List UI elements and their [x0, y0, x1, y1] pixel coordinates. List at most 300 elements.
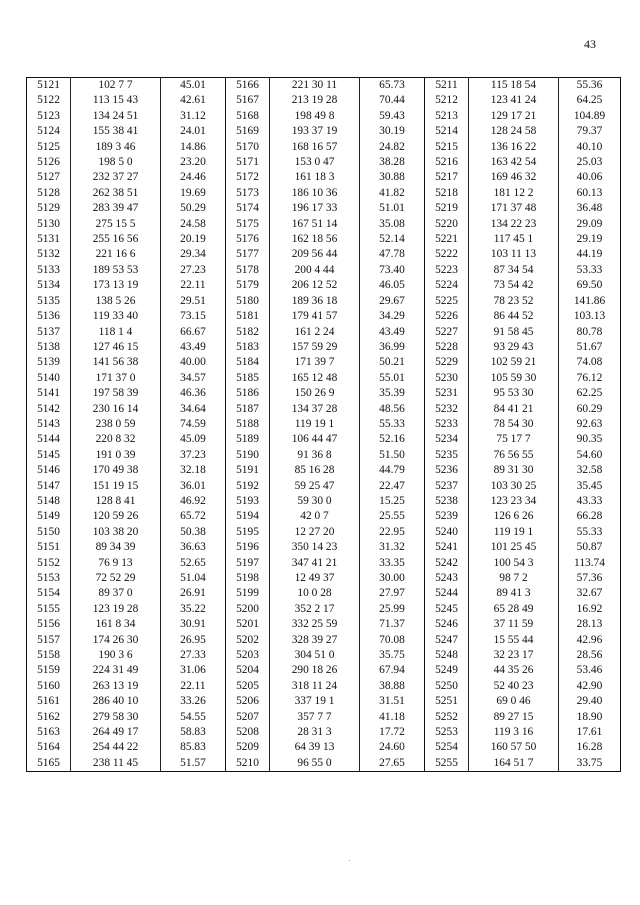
point-id-cell: 5223: [425, 263, 469, 278]
angle-cell: 262 38 51: [71, 186, 161, 201]
angle-cell: 170 49 38: [71, 463, 161, 478]
point-id-cell: 5242: [425, 556, 469, 571]
point-id-cell: 5172: [226, 170, 270, 185]
point-id-cell: 5215: [425, 140, 469, 155]
angle-cell: 85 16 28: [270, 463, 360, 478]
angle-cell: 65 28 49: [469, 602, 559, 617]
angle-cell: 37 11 59: [469, 617, 559, 632]
point-id-cell: 5171: [226, 155, 270, 170]
distance-cell: 43.33: [576, 494, 603, 507]
distance-cell: 31.51: [360, 694, 425, 709]
table-row: [27, 124, 621, 139]
distance-cell: 58.83: [161, 725, 226, 740]
distance-cell: 36.01: [161, 479, 226, 494]
point-id-cell: 5147: [27, 479, 71, 494]
point-id-cell: 5130: [27, 217, 71, 232]
distance-cell: 65.73: [360, 78, 425, 94]
point-id-cell: 5126: [27, 155, 71, 170]
point-id-cell: 5179: [226, 278, 270, 293]
point-id-cell: 5143: [27, 417, 71, 432]
distance-cell: 32.67: [576, 587, 603, 600]
distance-cell: 44.19: [576, 248, 603, 261]
angle-cell: 189 36 18: [270, 294, 360, 309]
scan-speck: [349, 860, 350, 861]
table-row: [27, 617, 621, 632]
angle-cell: 161 8 34: [71, 617, 161, 632]
distance-cell: 37.23: [161, 448, 226, 463]
angle-cell: 95 53 30: [469, 386, 559, 401]
angle-cell: 169 46 32: [469, 170, 559, 185]
table-row: [27, 170, 621, 185]
angle-cell: 44 35 26: [469, 663, 559, 678]
angle-cell: 328 39 27: [270, 633, 360, 648]
distance-cell: 16.92: [576, 602, 603, 615]
angle-cell: 221 30 11: [270, 78, 360, 94]
point-id-cell: 5137: [27, 325, 71, 340]
distance-cell: 80.78: [576, 325, 603, 338]
point-id-cell: 5138: [27, 340, 71, 355]
point-id-cell: 5164: [27, 740, 71, 755]
angle-cell: 115 18 54: [469, 78, 559, 94]
distance-cell: 24.01: [161, 124, 226, 139]
angle-cell: 87 34 54: [469, 263, 559, 278]
point-id-cell: 5220: [425, 217, 469, 232]
point-id-cell: 5124: [27, 124, 71, 139]
angle-cell: 190 3 6: [71, 648, 161, 663]
point-id-cell: 5236: [425, 463, 469, 478]
table-row: [27, 309, 621, 324]
angle-cell: 197 58 39: [71, 386, 161, 401]
angle-cell: 286 40 10: [71, 694, 161, 709]
point-id-cell: 5135: [27, 294, 71, 309]
angle-cell: 78 54 30: [469, 417, 559, 432]
point-id-cell: 5254: [425, 740, 469, 755]
distance-cell: 73.40: [360, 263, 425, 278]
distance-cell: 27.97: [360, 586, 425, 601]
angle-cell: 232 37 27: [71, 170, 161, 185]
distance-cell: 22.11: [161, 278, 226, 293]
angle-cell: 12 49 37: [270, 571, 360, 586]
point-id-cell: 5158: [27, 648, 71, 663]
point-id-cell: 5195: [226, 525, 270, 540]
angle-cell: 119 3 16: [469, 725, 559, 740]
angle-cell: 64 39 13: [270, 740, 360, 755]
point-id-cell: 5244: [425, 586, 469, 601]
point-id-cell: 5154: [27, 586, 71, 601]
table-row: [27, 325, 621, 340]
angle-cell: 153 0 47: [270, 155, 360, 170]
point-id-cell: 5188: [226, 417, 270, 432]
angle-cell: 128 8 41: [71, 494, 161, 509]
distance-cell: 48.56: [360, 402, 425, 417]
angle-cell: 123 23 34: [469, 494, 559, 509]
angle-cell: 76 9 13: [71, 556, 161, 571]
angle-cell: 91 36 8: [270, 448, 360, 463]
distance-cell: 46.36: [161, 386, 226, 401]
distance-cell: 44.79: [360, 463, 425, 478]
angle-cell: 134 22 23: [469, 217, 559, 232]
distance-cell: 55.36: [576, 79, 603, 91]
distance-cell: 17.72: [360, 725, 425, 740]
angle-cell: 101 25 45: [469, 540, 559, 555]
angle-cell: 171 37 48: [469, 201, 559, 216]
distance-cell: 25.03: [576, 156, 603, 169]
point-id-cell: 5157: [27, 633, 71, 648]
angle-cell: 42 0 7: [270, 509, 360, 524]
distance-cell: 31.12: [161, 109, 226, 124]
angle-cell: 164 51 7: [469, 756, 559, 772]
table-row: [27, 232, 621, 247]
distance-cell: 30.88: [360, 170, 425, 185]
point-id-cell: 5183: [226, 340, 270, 355]
table-row: [27, 448, 621, 463]
angle-cell: 73 54 42: [469, 278, 559, 293]
angle-cell: 89 27 15: [469, 710, 559, 725]
distance-cell: 14.86: [161, 140, 226, 155]
point-id-cell: 5168: [226, 109, 270, 124]
distance-cell: 22.11: [161, 679, 226, 694]
distance-cell: 26.95: [161, 633, 226, 648]
point-id-cell: 5237: [425, 479, 469, 494]
point-id-cell: 5243: [425, 571, 469, 586]
distance-cell: 47.78: [360, 247, 425, 262]
angle-cell: 209 56 44: [270, 247, 360, 262]
angle-cell: 76 56 55: [469, 448, 559, 463]
angle-cell: 174 26 30: [71, 633, 161, 648]
point-id-cell: 5228: [425, 340, 469, 355]
distance-cell: 32.18: [161, 463, 226, 478]
distance-cell: 53.46: [576, 664, 603, 677]
distance-cell: 35.22: [161, 602, 226, 617]
angle-cell: 105 59 30: [469, 371, 559, 386]
distance-cell: 51.67: [576, 340, 603, 353]
point-id-cell: 5162: [27, 710, 71, 725]
point-id-cell: 5229: [425, 355, 469, 370]
point-id-cell: 5128: [27, 186, 71, 201]
point-id-cell: 5191: [226, 463, 270, 478]
point-id-cell: 5240: [425, 525, 469, 540]
distance-cell: 90.35: [576, 433, 603, 446]
table-row: [27, 278, 621, 293]
point-id-cell: 5214: [425, 124, 469, 139]
point-id-cell: 5207: [226, 710, 270, 725]
point-id-cell: 5213: [425, 109, 469, 124]
distance-cell: 18.90: [576, 710, 603, 723]
table-row: [27, 109, 621, 124]
angle-cell: 150 26 9: [270, 386, 360, 401]
distance-cell: 38.88: [360, 679, 425, 694]
point-id-cell: 5247: [425, 633, 469, 648]
table-row: [27, 155, 621, 170]
point-id-cell: 5131: [27, 232, 71, 247]
point-id-cell: 5200: [226, 602, 270, 617]
angle-cell: 196 17 33: [270, 201, 360, 216]
angle-cell: 134 24 51: [71, 109, 161, 124]
distance-cell: 27.23: [161, 263, 226, 278]
point-id-cell: 5251: [425, 694, 469, 709]
distance-cell: 66.28: [576, 510, 603, 523]
table-row: [27, 78, 621, 94]
table-row: [27, 525, 621, 540]
table-row: [27, 648, 621, 663]
point-id-cell: 5140: [27, 371, 71, 386]
table-row: [27, 247, 621, 262]
angle-cell: 118 1 4: [71, 325, 161, 340]
table-row: [27, 463, 621, 478]
table-row: [27, 633, 621, 648]
point-id-cell: 5177: [226, 247, 270, 262]
distance-cell: 36.63: [161, 540, 226, 555]
angle-cell: 100 54 3: [469, 556, 559, 571]
angle-cell: 136 16 22: [469, 140, 559, 155]
distance-cell: 40.10: [576, 140, 603, 153]
point-id-cell: 5167: [226, 93, 270, 108]
table-row: [27, 710, 621, 725]
distance-cell: 51.50: [360, 448, 425, 463]
distance-cell: 55.01: [360, 371, 425, 386]
survey-table: [26, 77, 621, 772]
angle-cell: 304 51 0: [270, 648, 360, 663]
angle-cell: 167 51 14: [270, 217, 360, 232]
point-id-cell: 5185: [226, 371, 270, 386]
distance-cell: 35.39: [360, 386, 425, 401]
distance-cell: 113.74: [574, 556, 605, 569]
angle-cell: 220 8 32: [71, 432, 161, 447]
angle-cell: 332 25 59: [270, 617, 360, 632]
distance-cell: 22.47: [360, 479, 425, 494]
table-row: [27, 355, 621, 370]
angle-cell: 173 13 19: [71, 278, 161, 293]
point-id-cell: 5190: [226, 448, 270, 463]
point-id-cell: 5150: [27, 525, 71, 540]
table-row: [27, 140, 621, 155]
distance-cell: 60.29: [576, 402, 603, 415]
point-id-cell: 5217: [425, 170, 469, 185]
angle-cell: 93 29 43: [469, 340, 559, 355]
point-id-cell: 5204: [226, 663, 270, 678]
distance-cell: 46.92: [161, 494, 226, 509]
distance-cell: 33.26: [161, 694, 226, 709]
table-row: [27, 340, 621, 355]
point-id-cell: 5169: [226, 124, 270, 139]
point-id-cell: 5246: [425, 617, 469, 632]
distance-cell: 41.82: [360, 186, 425, 201]
angle-cell: 206 12 52: [270, 278, 360, 293]
table-row: [27, 494, 621, 509]
point-id-cell: 5176: [226, 232, 270, 247]
table-row: [27, 602, 621, 617]
angle-cell: 189 3 46: [71, 140, 161, 155]
distance-cell: 30.91: [161, 617, 226, 632]
angle-cell: 163 42 54: [469, 155, 559, 170]
point-id-cell: 5208: [226, 725, 270, 740]
point-id-cell: 5189: [226, 432, 270, 447]
angle-cell: 238 11 45: [71, 756, 161, 772]
angle-cell: 138 5 26: [71, 294, 161, 309]
point-id-cell: 5121: [27, 78, 71, 94]
angle-cell: 168 16 57: [270, 140, 360, 155]
distance-cell: 28.56: [576, 649, 603, 662]
point-id-cell: 5193: [226, 494, 270, 509]
point-id-cell: 5192: [226, 479, 270, 494]
angle-cell: 75 17 7: [469, 432, 559, 447]
distance-cell: 34.57: [161, 371, 226, 386]
angle-cell: 186 10 36: [270, 186, 360, 201]
distance-cell: 67.94: [360, 663, 425, 678]
point-id-cell: 5122: [27, 93, 71, 108]
distance-cell: 20.19: [161, 232, 226, 247]
distance-cell: 141.86: [573, 294, 606, 307]
table-row: [27, 540, 621, 555]
angle-cell: 12 27 20: [270, 525, 360, 540]
point-id-cell: 5224: [425, 278, 469, 293]
point-id-cell: 5197: [226, 556, 270, 571]
distance-cell: 42.90: [576, 679, 603, 692]
point-id-cell: 5153: [27, 571, 71, 586]
distance-cell: 45.01: [161, 78, 226, 94]
angle-cell: 141 56 38: [71, 355, 161, 370]
point-id-cell: 5123: [27, 109, 71, 124]
point-id-cell: 5216: [425, 155, 469, 170]
point-id-cell: 5174: [226, 201, 270, 216]
point-id-cell: 5149: [27, 509, 71, 524]
point-id-cell: 5212: [425, 93, 469, 108]
table-row: [27, 725, 621, 740]
distance-cell: 41.18: [360, 710, 425, 725]
distance-cell: 45.09: [161, 432, 226, 447]
point-id-cell: 5125: [27, 140, 71, 155]
angle-cell: 161 18 3: [270, 170, 360, 185]
point-id-cell: 5239: [425, 509, 469, 524]
angle-cell: 72 52 29: [71, 571, 161, 586]
angle-cell: 103 11 13: [469, 247, 559, 262]
distance-cell: 65.72: [161, 509, 226, 524]
angle-cell: 165 12 48: [270, 371, 360, 386]
angle-cell: 290 18 26: [270, 663, 360, 678]
point-id-cell: 5218: [425, 186, 469, 201]
angle-cell: 157 59 29: [270, 340, 360, 355]
distance-cell: 30.19: [360, 124, 425, 139]
distance-cell: 74.08: [576, 356, 603, 369]
point-id-cell: 5227: [425, 325, 469, 340]
table-row: [27, 417, 621, 432]
point-id-cell: 5226: [425, 309, 469, 324]
angle-cell: 275 15 5: [71, 217, 161, 232]
distance-cell: 29.34: [161, 247, 226, 262]
table-row: [27, 586, 621, 601]
distance-cell: 43.49: [161, 340, 226, 355]
distance-cell: 31.06: [161, 663, 226, 678]
point-id-cell: 5148: [27, 494, 71, 509]
point-id-cell: 5141: [27, 386, 71, 401]
point-id-cell: 5166: [226, 78, 270, 94]
point-id-cell: 5155: [27, 602, 71, 617]
distance-cell: 36.99: [360, 340, 425, 355]
angle-cell: 119 33 40: [71, 309, 161, 324]
table-row: [27, 432, 621, 447]
point-id-cell: 5173: [226, 186, 270, 201]
point-id-cell: 5249: [425, 663, 469, 678]
distance-cell: 24.82: [360, 140, 425, 155]
angle-cell: 119 19 1: [270, 417, 360, 432]
table-row: [27, 556, 621, 571]
distance-cell: 40.06: [576, 171, 603, 184]
angle-cell: 337 19 1: [270, 694, 360, 709]
distance-cell: 52.65: [161, 556, 226, 571]
point-id-cell: 5134: [27, 278, 71, 293]
angle-cell: 171 39 7: [270, 355, 360, 370]
angle-cell: 28 31 3: [270, 725, 360, 740]
angle-cell: 263 13 19: [71, 679, 161, 694]
distance-cell: 15.25: [360, 494, 425, 509]
distance-cell: 76.12: [576, 371, 603, 384]
point-id-cell: 5144: [27, 432, 71, 447]
angle-cell: 119 19 1: [469, 525, 559, 540]
angle-cell: 52 40 23: [469, 679, 559, 694]
angle-cell: 98 7 2: [469, 571, 559, 586]
distance-cell: 27.33: [161, 648, 226, 663]
point-id-cell: 5127: [27, 170, 71, 185]
table-row: [27, 263, 621, 278]
point-id-cell: 5211: [425, 78, 469, 94]
distance-cell: 74.59: [161, 417, 226, 432]
distance-cell: 51.01: [360, 201, 425, 216]
distance-cell: 69.50: [576, 279, 603, 292]
angle-cell: 84 41 21: [469, 402, 559, 417]
distance-cell: 19.69: [161, 186, 226, 201]
point-id-cell: 5198: [226, 571, 270, 586]
point-id-cell: 5202: [226, 633, 270, 648]
table-row: [27, 509, 621, 524]
distance-cell: 50.38: [161, 525, 226, 540]
table-row: [27, 694, 621, 709]
distance-cell: 34.64: [161, 402, 226, 417]
distance-cell: 40.00: [161, 355, 226, 370]
point-id-cell: 5233: [425, 417, 469, 432]
point-id-cell: 5241: [425, 540, 469, 555]
angle-cell: 32 23 17: [469, 648, 559, 663]
angle-cell: 59 25 47: [270, 479, 360, 494]
distance-cell: 103.13: [573, 310, 606, 323]
angle-cell: 213 19 28: [270, 93, 360, 108]
angle-cell: 279 58 30: [71, 710, 161, 725]
angle-cell: 89 41 3: [469, 586, 559, 601]
point-id-cell: 5186: [226, 386, 270, 401]
point-id-cell: 5136: [27, 309, 71, 324]
angle-cell: 254 44 22: [71, 740, 161, 755]
table-row: [27, 294, 621, 309]
distance-cell: 24.46: [161, 170, 226, 185]
point-id-cell: 5253: [425, 725, 469, 740]
distance-cell: 57.36: [576, 572, 603, 584]
distance-cell: 53.33: [576, 263, 603, 276]
distance-cell: 51.04: [161, 571, 226, 586]
angle-cell: 230 16 14: [71, 402, 161, 417]
point-id-cell: 5142: [27, 402, 71, 417]
point-id-cell: 5184: [226, 355, 270, 370]
distance-cell: 22.95: [360, 525, 425, 540]
angle-cell: 200 4 44: [270, 263, 360, 278]
angle-cell: 264 49 17: [71, 725, 161, 740]
point-id-cell: 5209: [226, 740, 270, 755]
distance-cell: 55.33: [360, 417, 425, 432]
distance-cell: 32.58: [576, 464, 603, 477]
angle-cell: 198 5 0: [71, 155, 161, 170]
point-id-cell: 5225: [425, 294, 469, 309]
distance-cell: 38.28: [360, 155, 425, 170]
angle-cell: 160 57 50: [469, 740, 559, 755]
point-id-cell: 5203: [226, 648, 270, 663]
